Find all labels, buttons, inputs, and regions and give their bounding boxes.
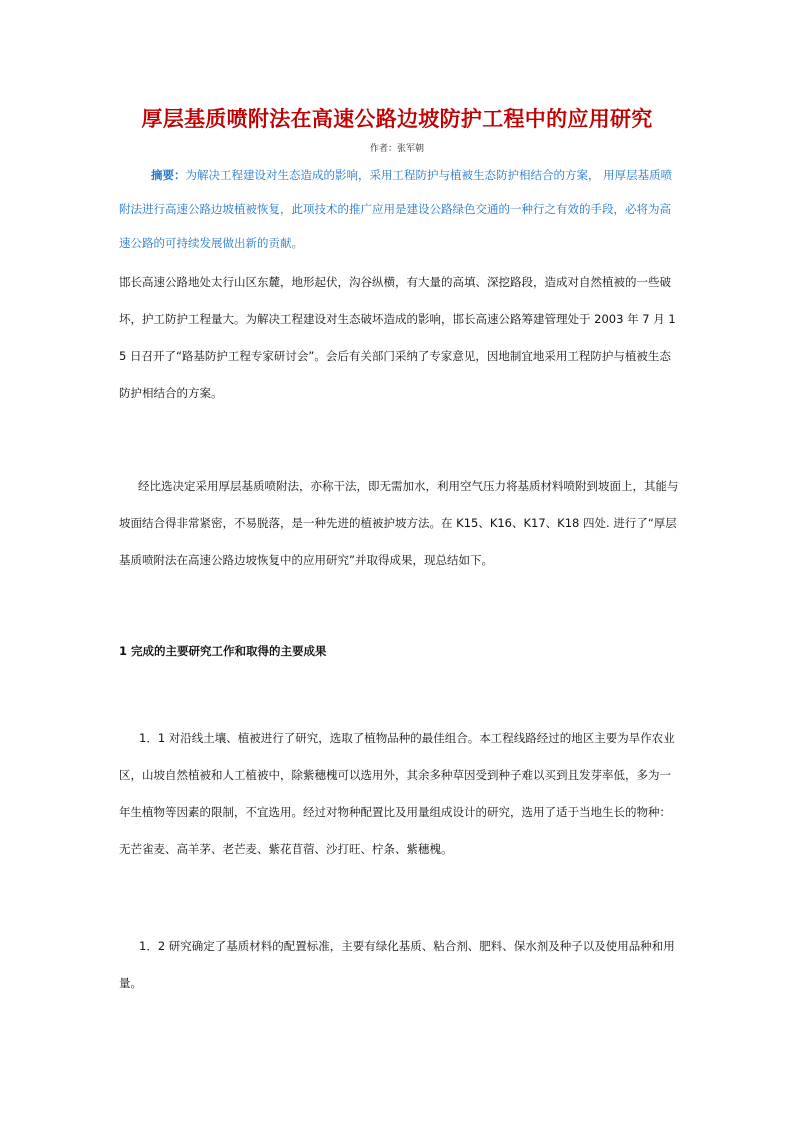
abstract-text: 为解决工程建设对生态造成的影响，采用工程防护与植被生态防护相结合的方案， 用厚层基质喷附法进行高速公路边坡植被恢复，此项技术的推广应用是建设公路绿色交通的一种行之有效的手段，必将为高速公路的可持续发展做出新的贡献。 <box>119 168 673 250</box>
author-line: 作者：张军朝 <box>369 144 424 154</box>
document-title: 厚层基质喷附法在高速公路边坡防护工程中的应用研究 <box>141 106 653 131</box>
abstract-label: 摘要： <box>151 168 186 182</box>
paragraph-method: 经比选决定采用厚层基质喷附法，亦称干法，即无需加水，利用空气压力将基质材料喷附到坡面上，其能与坡面结合得非常紧密，不易脱落，是一种先进的植被护坡方法。在 K15、K16、K17、K18 四处. 进行了“厚层基质喷附法在高速公路边坡恢复中的应用研究”并取得成果，现总结如下。 <box>119 479 679 567</box>
abstract <box>119 158 679 260</box>
paragraph-intro: 邯长高速公路地处太行山区东麓，地形起伏，沟谷纵横，有大量的高填、深挖路段，造成对自然植被的一些破坏，护工防护工程量大。为解决工程建设对生态破坏造成的影响，邯长高速公路筹建管理处于 2003 年 7 月 15 日召开了“路基防护工程专家研讨会”。会后有关部门采纳了专家意见，因地制宜地采用工程防护与植被生态防护相结合的方案。 <box>119 275 676 400</box>
subsection-1-1: 1．1 对沿线土壤、植被进行了研究，选取了植物品种的最佳组合。本工程线路经过的地区主要为旱作农业区，山坡自然植被和人工植被中，除紫穗槐可以选用外，其余多种草因受到种子难以买到且发芽率低，多为一年生植物等因素的限制，不宜选用。经过对物种配置比及用量组成设计的研究，选用了适于当地生长的物种：无芒雀麦、高羊茅、老芒麦、紫花苜蓿、沙打旺、柠条、紫穗槐。 <box>119 731 675 856</box>
section-heading: 1 完成的主要研究工作和取得的主要成果 <box>119 644 327 658</box>
subsection-1-2: 1．2 研究确定了基质材料的配置标准，主要有绿化基质、粘合剂、肥料、保水剂及种子以及使用品种和用量。 <box>119 939 675 990</box>
